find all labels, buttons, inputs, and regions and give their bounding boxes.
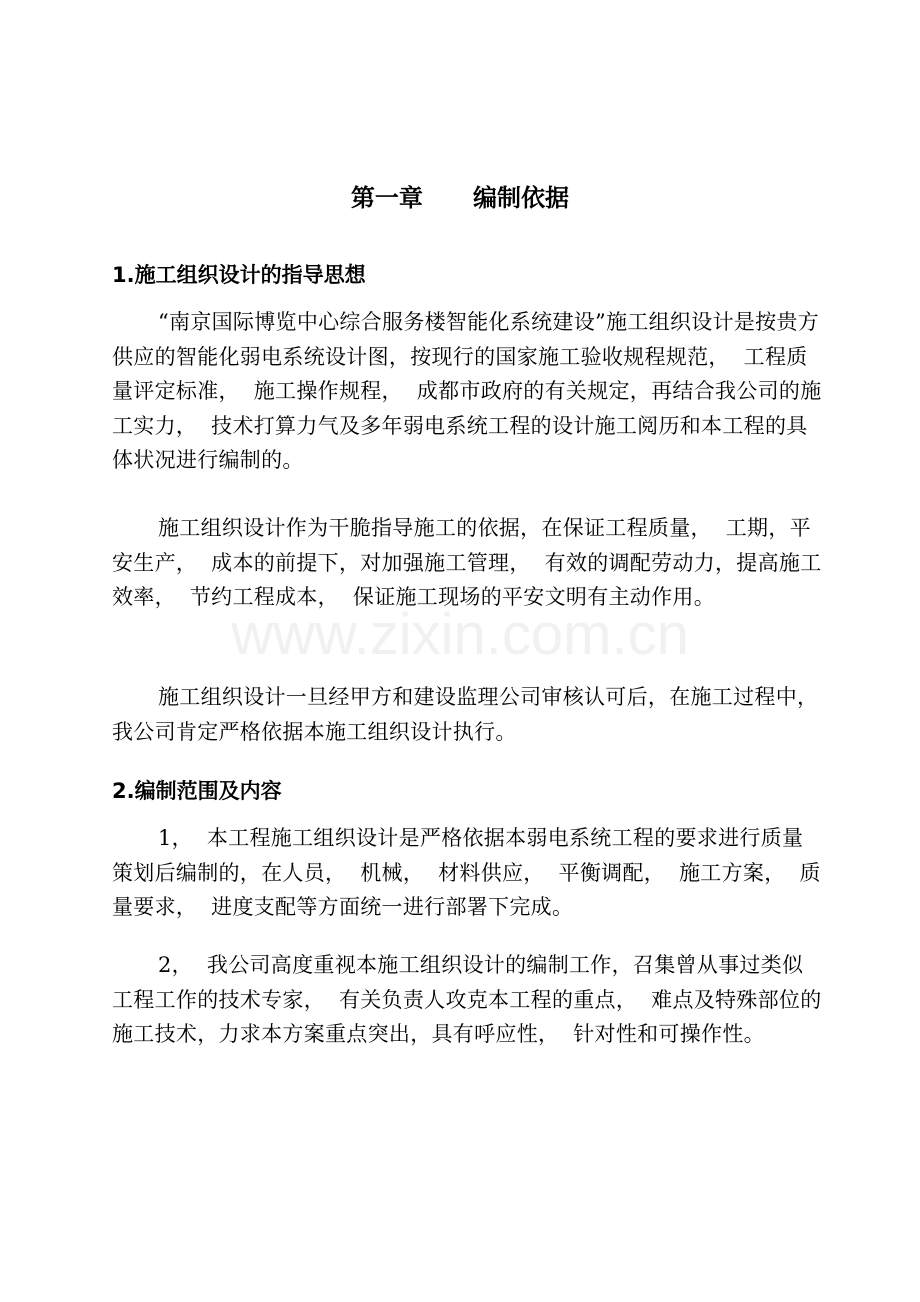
section-1-paragraph-3: 施工组织设计一旦经甲方和建设监理公司审核认可后，在施工过程中，我公司肯定严格依据本施工组织设计执行。 (112, 685, 819, 744)
watermark: www.zixin.com.cn (231, 602, 689, 667)
section-heading-1: 1.施工组织设计的指导思想 (112, 263, 366, 287)
section-2-paragraph-1: 1， 本工程施工组织设计是严格依据本弱电系统工程的要求进行质量策划后编制的，在人员， 机械， 材料供应， 平衡调配， 施工方案， 质量要求， 进度支配等方面统一进行部署下完成。 (112, 826, 821, 919)
section-heading-2: 2.编制范围及内容 (112, 779, 282, 803)
section-1-paragraph-2: 施工组织设计作为干脆指导施工的依据，在保证工程质量， 工期，平安生产， 成本的前提下，对加强施工管理， 有效的调配劳动力，提高施工效率， 节约工程成本， 保证施工现场的平安文明有主动作用。 (112, 516, 822, 609)
chapter-title: 第一章 编制依据 (350, 184, 570, 212)
section-2-paragraph-2: 2， 我公司高度重视本施工组织设计的编制工作，召集曾从事过类似工程工作的技术专家， 有关负责人攻克本工程的重点， 难点及特殊部位的施工技术，力求本方案重点突出，具有呼应性， 针对性和可操作性。 (112, 953, 822, 1046)
section-1-paragraph-1: “南京国际博览中心综合服务楼智能化系统建设”施工组织设计是按贵方供应的智能化弱电系统设计图，按现行的国家施工验收规程规范， 工程质量评定标准， 施工操作规程， 成都市政府的有关规定，再结合我公司的施工实力， 技术打算力气及多年弱电系统工程的设计施工阅历和本工程的具体状况进行编制的。 (112, 310, 822, 472)
